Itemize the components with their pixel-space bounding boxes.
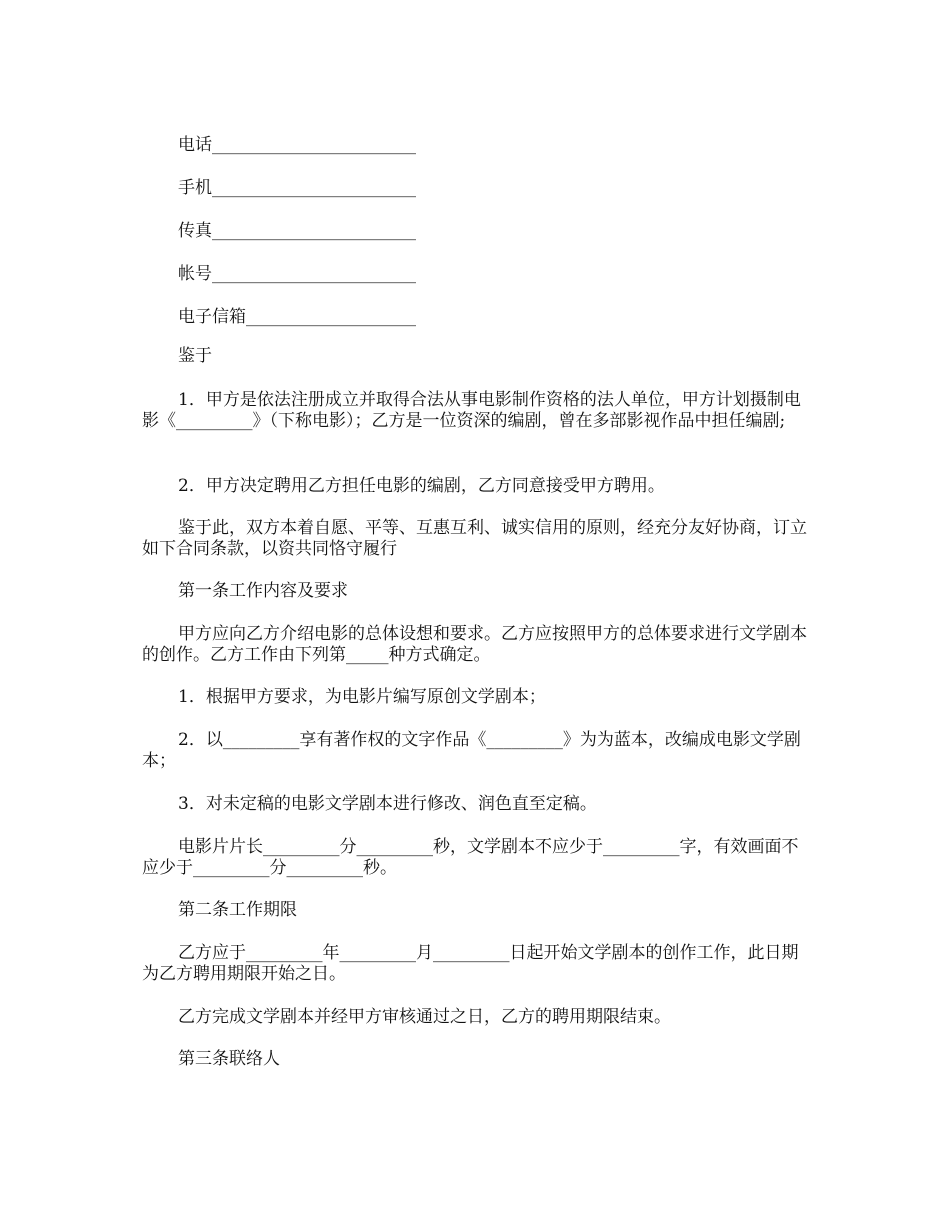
article-1-option-3: 3．对未定稿的电影文学剧本进行修改、润色直至定稿。	[178, 794, 597, 814]
account-field-line: 帐号________________________	[178, 264, 416, 284]
article-2-end-paragraph: 乙方完成文学剧本并经甲方审核通过之日，乙方的聘用期限结束。	[178, 1007, 671, 1027]
article-2-heading: 第二条工作期限	[178, 900, 297, 920]
article-1-option-1: 1．根据甲方要求，为电影片编写原创文学剧本；	[178, 687, 546, 707]
whereas-heading: 鉴于	[178, 346, 212, 366]
article-1-option-2: 2．以_________享有著作权的文字作品《_________》为为蓝本，改编成电影文学剧本；	[142, 730, 801, 771]
film-length-paragraph: 电影片片长_________分_________秒，文学剧本不应少于_________字，有效画面不应少于_________分_________秒。	[142, 837, 799, 878]
fax-field-line: 传真________________________	[178, 221, 416, 241]
email-field-line: 电子信箱____________________	[178, 307, 416, 327]
whereas-item-1: 1．甲方是依法注册成立并取得合法从事电影制作资格的法人单位，甲方计划摄制电影《_________》（下称电影）；乙方是一位资深的编剧，曾在多部影视作品中担任编剧;	[142, 390, 801, 431]
phone-field-line: 电话________________________	[178, 135, 416, 155]
agreement-intro: 鉴于此，双方本着自愿、平等、互惠互利、诚实信用的原则，经充分友好协商，订立如下合同条款，以资共同恪守履行	[142, 518, 807, 559]
whereas-item-2: 2．甲方决定聘用乙方担任电影的编剧，乙方同意接受甲方聘用。	[178, 476, 665, 496]
article-1-heading: 第一条工作内容及要求	[178, 581, 348, 601]
article-1-paragraph: 甲方应向乙方介绍电影的总体设想和要求。乙方应按照甲方的总体要求进行文学剧本的创作。乙方工作由下列第_____种方式确定。	[142, 624, 807, 665]
article-2-start-paragraph: 乙方应于_________年_________月_________日起开始文学剧本的创作工作，此日期为乙方聘用期限开始之日。	[142, 943, 799, 984]
article-3-heading: 第三条联络人	[178, 1049, 280, 1069]
mobile-field-line: 手机________________________	[178, 178, 416, 198]
